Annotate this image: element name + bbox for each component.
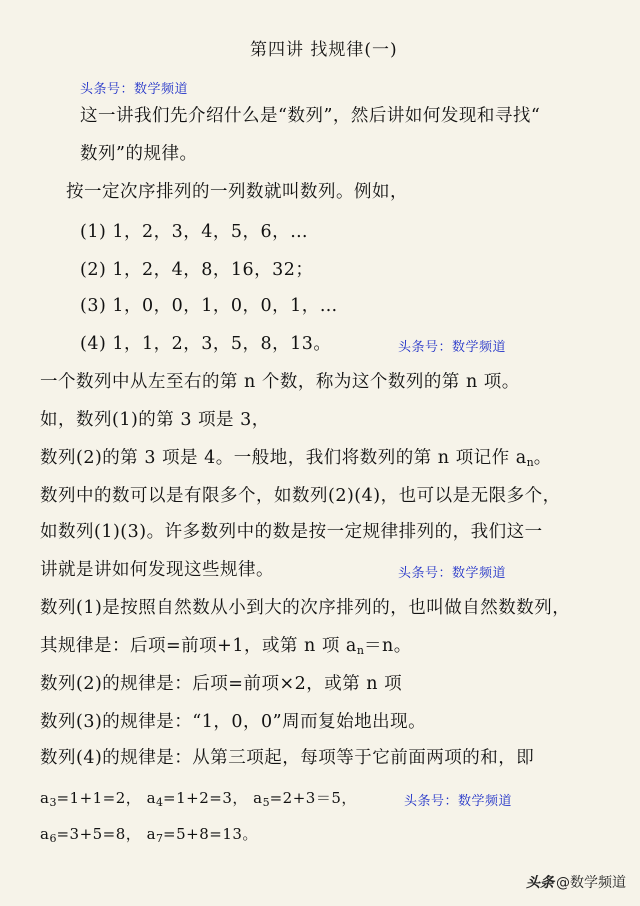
footer-handle: @数学频道 — [556, 875, 626, 891]
body-line-2: 如，数列(1)的第 3 项是 3， — [40, 410, 270, 430]
intro-line-1: 这一讲我们先介绍什么是“数列”，然后讲如何发现和寻找“ — [80, 106, 541, 126]
toutiao-logo: 头条 — [526, 875, 554, 891]
footer-logo — [526, 872, 626, 892]
example-3: (3) 1，0，0，1，0，0，1，… — [80, 296, 338, 316]
body-line-5: 如数列(1)(3)。许多数列中的数是按一定规律排列的，我们这一 — [40, 522, 543, 542]
source-tag: 头条号：数学频道 — [80, 82, 189, 97]
source-tag: 头条号：数学频道 — [398, 340, 507, 355]
formula-line-1: $a_3=1+1=2$， $a_4=1+2=3$， $a_5=2+3=5$， — [40, 789, 357, 809]
intro-line-2: 数列”的规律。 — [80, 144, 198, 164]
body-line-4: 数列中的数可以是有限多个，如数列(2)(4)，也可以是无限多个， — [40, 486, 561, 506]
source-tag: 头条号：数学频道 — [398, 566, 507, 581]
example-2: (2) 1，2，4，8，16，32； — [80, 260, 314, 280]
source-tag: 头条号：数学频道 — [404, 794, 513, 809]
page-title: 第四讲 找规律(一) — [250, 40, 398, 60]
body-line-10: 数列(3)的规律是：“1，0，0”周而复始地出现。 — [40, 712, 427, 732]
example-1: (1) 1，2，3，4，5，6，… — [80, 222, 309, 242]
formula-line-2: $a_6=3+5=8$， $a_7=5+8=13$。 — [40, 825, 258, 845]
body-line-1: 一个数列中从左至右的第 n 个数，称为这个数列的第 n 项。 — [40, 372, 520, 392]
definition-text: 按一定次序排列的一列数就叫数列。例如， — [66, 182, 408, 202]
body-line-6: 讲就是讲如何发现这些规律。 — [40, 560, 274, 580]
example-4: (4) 1，1，2，3，5，8，13。 — [80, 334, 332, 354]
body-line-8: 其规律是：后项=前项+1，或第 n 项 $a_n=n$。 — [40, 636, 412, 657]
body-line-9: 数列(2)的规律是：后项=前项×2，或第 n 项 — [40, 674, 403, 694]
body-line-7: 数列(1)是按照自然数从小到大的次序排列的，也叫做自然数数列， — [40, 598, 571, 618]
body-line-11: 数列(4)的规律是：从第三项起，每项等于它前面两项的和，即 — [40, 748, 535, 768]
body-line-3: 数列(2)的第 3 项是 4。一般地，我们将数列的第 n 项记作 $a_n$。 — [40, 448, 552, 469]
